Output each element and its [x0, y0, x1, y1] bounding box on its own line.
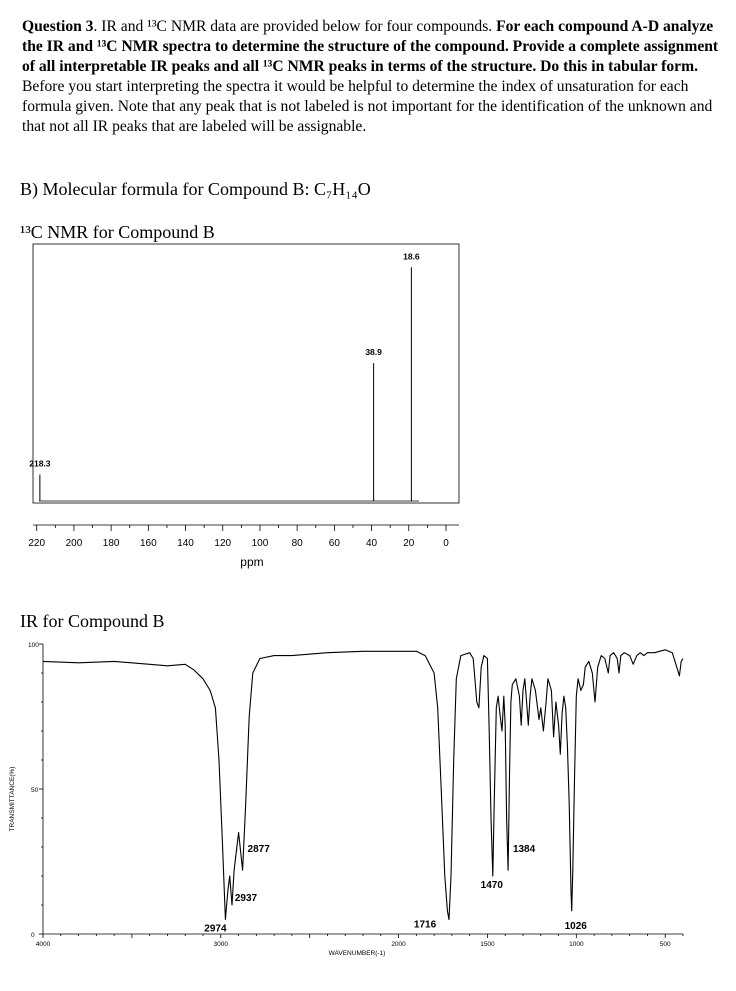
question-intro: . IR and ¹³C NMR data are provided below for four compounds. — [93, 18, 497, 35]
nmr-x-axis-label: ppm — [240, 555, 264, 569]
ir-y-tick-label: 50 — [31, 787, 39, 794]
nmr-x-tick-label: 120 — [214, 538, 232, 549]
ir-x-tick-label: 3000 — [213, 941, 229, 948]
ir-x-tick-label: 500 — [659, 941, 671, 948]
ir-peak-label: 2937 — [234, 893, 258, 904]
nmr-heading: ¹³C NMR for Compound B — [20, 222, 215, 242]
nmr-plot-frame — [33, 244, 459, 503]
molecular-formula-heading: B) Molecular formula for Compound B: C₇H₁₄O — [20, 179, 371, 199]
ir-peak-label: 1470 — [480, 880, 503, 891]
question-rest: Before you start interpreting the spectra it would be helpful to determine the index of unsaturation for each formula given. Note that any peak that is not labeled is not important for the identification of the unknown and that not all IR peaks that are labeled will be assignable. — [22, 78, 713, 135]
ir-spectrum-line — [43, 650, 683, 920]
question-instructions: For each compound A-D analyze the IR and ¹³C NMR spectra to determine the structure of the compound. Provide a complete assignment of all interpretable IR peaks and all ¹³C NMR peaks in terms of the structure. Do this in tabular form. — [22, 18, 719, 75]
nmr-x-tick-label: 200 — [65, 538, 83, 549]
ir-y-tick-label: 0 — [31, 932, 35, 939]
nmr-peak-label: 218.3 — [29, 458, 51, 469]
nmr-x-tick-label: 100 — [251, 538, 269, 549]
nmr-x-tick-label: 180 — [102, 538, 120, 549]
ir-x-tick-label: 1500 — [480, 941, 495, 948]
nmr-x-tick-label: 20 — [403, 538, 415, 549]
nmr-x-tick-label: 140 — [177, 538, 194, 549]
ir-peak-label: 2877 — [247, 844, 270, 856]
ir-peak-label: 1716 — [413, 919, 437, 931]
ir-x-axis-label: WAVENUMBER(-1) — [328, 950, 386, 957]
ir-x-tick-label: 2000 — [391, 941, 406, 948]
ir-y-axis-label: TRANSMITTANCE(%) — [9, 766, 16, 832]
ir-x-tick-label: 1000 — [569, 941, 584, 948]
nmr-x-tick-label: 60 — [328, 538, 340, 549]
ir-peak-label: 1026 — [564, 920, 587, 932]
ir-peak-label: 2974 — [204, 923, 227, 935]
nmr-peak-label: 18.6 — [403, 251, 420, 262]
question-number: Question 3 — [22, 18, 94, 35]
nmr-x-tick-label: 0 — [443, 538, 449, 549]
nmr-x-tick-label: 80 — [291, 538, 303, 549]
nmr-peak-label: 38.9 — [365, 347, 382, 358]
nmr-x-tick-label: 220 — [28, 538, 46, 549]
ir-x-tick-label: 4000 — [35, 941, 51, 948]
nmr-x-tick-label: 40 — [366, 538, 378, 549]
ir-peak-label: 1384 — [512, 844, 536, 856]
nmr-x-tick-label: 160 — [139, 538, 157, 549]
ir-y-tick-label: 100 — [28, 642, 39, 649]
ir-heading: IR for Compound B — [20, 611, 165, 631]
